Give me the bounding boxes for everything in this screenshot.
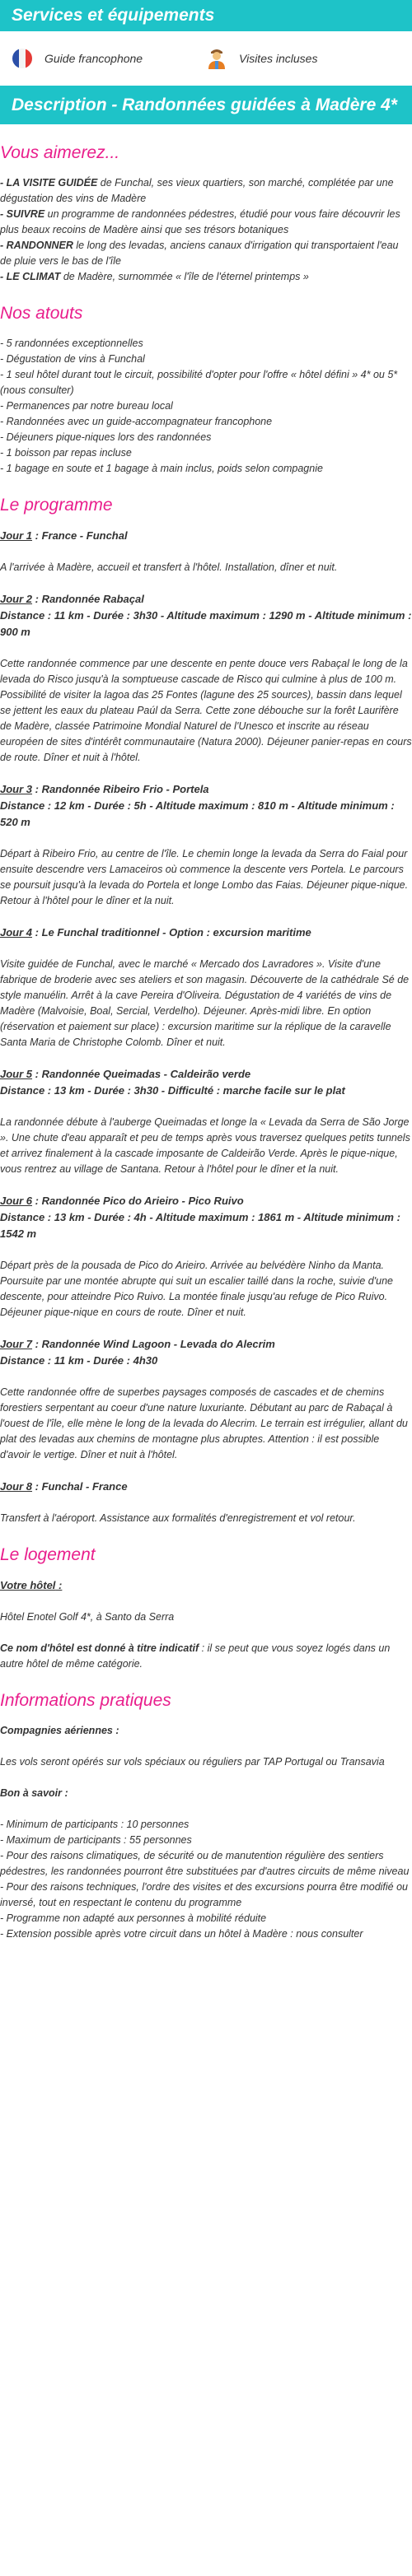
vous-aimerez-list bbox=[0, 175, 412, 285]
description-title: Description - Randonnées guidées à Madère 4* bbox=[0, 86, 412, 124]
programme-title: Le programme bbox=[0, 496, 113, 515]
day-stats: Distance : 11 km - Durée : 4h30 bbox=[0, 1354, 158, 1367]
programme-days bbox=[0, 528, 412, 1526]
list-item: - Maximum de participants : 55 personnes bbox=[0, 1834, 192, 1846]
list-item: - LE CLIMAT de Madère, surnommée « l'île de l'éternel printemps » bbox=[0, 271, 309, 282]
service-item-visits bbox=[206, 47, 400, 70]
day-title: Jour 6 : Randonnée Pico do Arieiro - Pico Ruivo bbox=[0, 1195, 244, 1207]
day-title: Jour 7 : Randonnée Wind Lagoon - Levada do Alecrim bbox=[0, 1338, 275, 1350]
list-item: - Permanences par notre bureau local bbox=[0, 400, 173, 412]
day-stats: Distance : 13 km - Durée : 4h - Altitude maximum : 1861 m - Altitude minimum : 1542 m bbox=[0, 1211, 400, 1240]
day-title: Jour 3 : Randonnée Ribeiro Frio - Portela bbox=[0, 783, 209, 795]
day-entry bbox=[0, 528, 412, 575]
services-section bbox=[0, 0, 412, 86]
list-item: - Dégustation de vins à Funchal bbox=[0, 353, 145, 365]
list-item: - 1 seul hôtel durant tout le circuit, possibilité d'opter pour l'offre « hôtel défini » 4* ou 5* (nous consulter) bbox=[0, 369, 398, 396]
list-item: - Randonnées avec un guide-accompagnateur francophone bbox=[0, 416, 273, 427]
day-stats: Distance : 11 km - Durée : 3h30 - Altitude maximum : 1290 m - Altitude minimum : 900 m bbox=[0, 609, 412, 638]
day-body: Transfert à l'aéroport. Assistance aux formalités d'enregistrement et vol retour. bbox=[0, 1512, 356, 1524]
day-entry bbox=[0, 1193, 412, 1321]
day-stats: Distance : 13 km - Durée : 3h30 - Difficulté : marche facile sur le plat bbox=[0, 1084, 345, 1097]
day-title: Jour 5 : Randonnée Queimadas - Caldeirão verde bbox=[0, 1068, 251, 1080]
list-item: - Minimum de participants : 10 personnes bbox=[0, 1819, 190, 1830]
day-title: Jour 4 : Le Funchal traditionnel - Option : excursion maritime bbox=[0, 926, 311, 939]
day-body: Départ près de la pousada de Pico do Arieiro. Arrivée au belvédère Ninho da Manta. Poursuite par une montée abrupte qui suit un escalier taillé dans la roche, suivie d'une descente, pour atteindre Pico Ruivo. La montée finale jusqu'au refuge de Pico Ruivo. Déjeuner pique-nique en cours de route. Dîner et nuit. bbox=[0, 1260, 393, 1318]
bon-a-savoir-label: Bon à savoir : bbox=[0, 1787, 68, 1799]
day-title: Jour 1 : France - Funchal bbox=[0, 529, 128, 542]
airlines-text: Les vols seront opérés sur vols spéciaux ou réguliers par TAP Portugal ou Transavia bbox=[0, 1756, 385, 1768]
day-entry bbox=[0, 781, 412, 909]
infos-title: Informations pratiques bbox=[0, 1691, 171, 1710]
list-item: - 5 randonnées exceptionnelles bbox=[0, 338, 143, 349]
list-item: - 1 boisson par repas incluse bbox=[0, 447, 132, 459]
airlines-label: Compagnies aériennes : bbox=[0, 1725, 119, 1736]
list-item: - RANDONNER le long des levadas, anciens canaux d'irrigation qui transportaient l'eau de pluie vers le bas de l'île bbox=[0, 240, 399, 267]
services-list bbox=[0, 31, 412, 86]
main-content bbox=[0, 124, 412, 1942]
day-body: Cette randonnée commence par une descente en pente douce vers Rabaçal le long de la levada do Risco jusqu'à la somptueuse cascade de Risco qui culmine à plus de 100 m. Possibilité de visiter la lagoa das 25 Fontes (lagune des 25 sources), bassin dans lequel se jettent les eaux du plateau Paúl da Serra. Cette zone débouche sur la forêt Laurifère de Madère, classée Patrimoine Mondial Naturel de l'Unesco et inscrite au réseau européen de sites d'intérêt communautaire (Natura 2000). Déjeuner panier-repas en cours de route. Dîner et nuit à l'hôtel. bbox=[0, 658, 412, 763]
list-item: - Pour des raisons techniques, l'ordre des visites et des excursions pourra être modifié ou inversé, tout en respectant le contenu du programme bbox=[0, 1881, 408, 1908]
list-item: - LA VISITE GUIDÉE de Funchal, ses vieux quartiers, son marché, complétée par une dégustation des vins de Madère bbox=[0, 177, 394, 204]
day-entry bbox=[0, 1336, 412, 1463]
hotel-name: Hôtel Enotel Golf 4*, à Santo da Serra bbox=[0, 1611, 175, 1623]
list-item: - Pour des raisons climatiques, de sécurité ou de manutention régulière des sentiers pédestres, les randonnées pourront être substituées par d'autres circuits de même niveau bbox=[0, 1850, 410, 1877]
logement-content bbox=[0, 1577, 412, 1672]
day-entry bbox=[0, 591, 412, 766]
day-title: Jour 8 : Funchal - France bbox=[0, 1480, 128, 1493]
atouts-title: Nos atouts bbox=[0, 304, 83, 323]
infos-content bbox=[0, 1723, 412, 1942]
french-flag-icon bbox=[12, 48, 33, 69]
service-item-guide bbox=[12, 48, 206, 69]
services-title: Services et équipements bbox=[0, 0, 412, 31]
service-label: Visites incluses bbox=[239, 52, 318, 65]
day-entry bbox=[0, 1066, 412, 1177]
day-entry bbox=[0, 925, 412, 1050]
list-item: - Extension possible après votre circuit dans un hôtel à Madère : nous consulter bbox=[0, 1928, 363, 1940]
hotel-note: Ce nom d'hôtel est donné à titre indicatif : il se peut que vous soyez logés dans un autre hôtel de même catégorie. bbox=[0, 1642, 391, 1670]
list-item: - Déjeuners pique-niques lors des randonnées bbox=[0, 431, 212, 443]
atouts-list bbox=[0, 336, 412, 477]
service-label: Guide francophone bbox=[44, 52, 143, 65]
hotel-label: Votre hôtel : bbox=[0, 1579, 63, 1591]
day-body: A l'arrivée à Madère, accueil et transfert à l'hôtel. Installation, dîner et nuit. bbox=[0, 561, 338, 573]
day-title: Jour 2 : Randonnée Rabaçal bbox=[0, 593, 144, 605]
day-entry bbox=[0, 1479, 412, 1526]
vous-aimerez-title: Vous aimerez... bbox=[0, 143, 120, 162]
guide-person-icon bbox=[206, 47, 227, 70]
list-item: - 1 bagage en soute et 1 bagage à main inclus, poids selon compagnie bbox=[0, 463, 323, 474]
list-item: - Programme non adapté aux personnes à mobilité réduite bbox=[0, 1912, 267, 1924]
day-body: La randonnée débute à l'auberge Queimadas et longe la « Levada da Serra de São Jorge ». Une chute d'eau apparaît et peu de temps après vous traversez quelques petits tunnels et arrivez finalement à la cascade imposante de Caldeirão Verde. Après le pique-nique, vous rentrez au village de Santana. Retour à l'hôtel pour le dîner et la nuit. bbox=[0, 1116, 410, 1175]
list-item: - SUIVRE un programme de randonnées pédestres, étudié pour vous faire découvrir les plus beaux recoins de Madère ainsi que ses trésors botaniques bbox=[0, 208, 400, 235]
day-body: Cette randonnée offre de superbes paysages composés de cascades et de chemins forestiers serpentant au coeur d'une nature luxuriante. Débutant au parc de Rabaçal à l'ouest de l'île, elle mène le long de la levada do Alecrim. Le terrain est irrégulier, allant du plat des levadas aux chemins de montagne plus abruptes. Attention : il est possible d'avoir le vertige. Dîner et nuit à l'hôtel. bbox=[0, 1386, 408, 1460]
logement-title: Le logement bbox=[0, 1545, 96, 1564]
day-body: Départ à Ribeiro Frio, au centre de l'île. Le chemin longe la levada da Serra do Faial pour ensuite descendre vers Lamaceiros où commence la descente vers Portela. Le parcours se poursuit jusqu'à la levada do Portela et longe Lombo das Faias. Déjeuner pique-nique. Retour à l'hôtel pour le dîner et la nuit. bbox=[0, 848, 409, 906]
day-body: Visite guidée de Funchal, avec le marché « Mercado dos Lavradores ». Visite d'une fabrique de broderie avec ses ateliers et son magasin. Découverte de la cathédrale Sé de style manuélin. Arrêt à la cave Pereira d'Oliveira. Dégustation de 4 variétés de vins de Madère (Malvoisie, Boal, Sercial, Verdelho). Déjeuner. Après-midi libre. En option (réservation et paiement sur place) : excursion maritime sur la réplique de la caravelle Santa Maria de Christophe Colomb. Dîner et nuit. bbox=[0, 958, 410, 1048]
day-stats: Distance : 12 km - Durée : 5h - Altitude maximum : 810 m - Altitude minimum : 520 m bbox=[0, 799, 395, 828]
